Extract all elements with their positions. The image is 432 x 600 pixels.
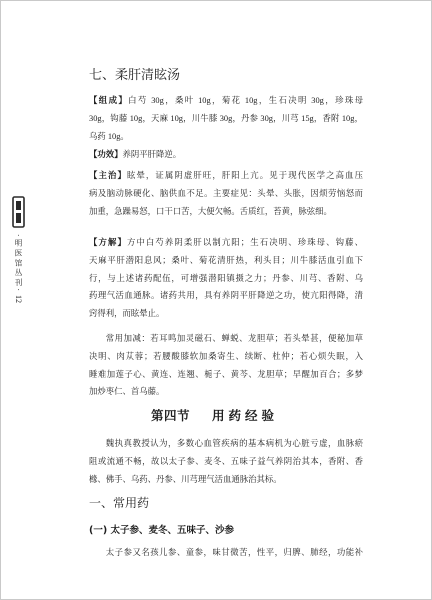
intro-line: 魏执真教授认为，多数心血管疾病的基本病机为心脏亏虚，血脉瘀: [105, 439, 363, 448]
section-heading: [151, 406, 278, 426]
composition-paragraph: [89, 92, 363, 145]
intro-paragraph: [89, 435, 363, 488]
explanation-label: 【方解】: [89, 237, 127, 247]
explanation-line: [89, 234, 363, 252]
section-number: 第四节: [151, 408, 191, 423]
modifications-line: 加炒枣仁、首乌藤。: [89, 387, 165, 397]
effect-label: 【功效】: [89, 149, 123, 159]
explanation-line: 药理气活血通脉。诸药共用，具有养阴平肝降逆之功，使亢阳得降，清: [89, 291, 363, 301]
modifications-line: 决明、肉苁蓉；若腰酸膝软加桑寄生、续断、杜仲；若心烦失眠，入: [89, 351, 363, 361]
item-paragraph: [89, 544, 363, 562]
intro-line: 阻或流通不畅，故以太子参、麦冬、五味子益气养阴治其本，香附、香: [89, 456, 363, 466]
item-line: 太子参又名孩儿参、童参，味甘微苦，性平，归脾、肺经，功能补: [105, 548, 363, 557]
explanation-text: 方中白芍养阴柔肝以制亢阳；生石决明、珍珠母、钩藤、: [126, 238, 364, 247]
effect-text: 养阴平肝降逆。: [122, 150, 182, 159]
composition-label: 【组成】: [89, 95, 129, 105]
modifications-paragraph: [89, 330, 363, 401]
section-title: 用药经验: [212, 408, 279, 423]
series-name: ·明医馆丛刊·: [14, 234, 23, 294]
explanation-paragraph: [89, 234, 363, 323]
indications-line: 加重，急躁易怒，口干口苦，大便欠畅。舌质红，苔黄，脉弦细。: [89, 206, 332, 216]
indications-text: 眩晕，证属阴虚肝旺，肝阳上亢。见于现代医学之高血压: [126, 171, 364, 180]
composition-text: 白芍 30g，桑叶 10g，菊花 10g，生石决明 30g，珍珠母: [128, 96, 364, 105]
indications-line: 病及脑动脉硬化、脑供血不足。主要症见：头晕、头胀，因烦劳恼怒而: [89, 188, 363, 198]
modifications-line: 常用加减：若耳鸣加灵磁石、蝉蜕、龙胆草；若头晕甚，便秘加草: [105, 334, 363, 343]
formula-title: 七、柔肝清眩汤: [89, 67, 181, 82]
modifications-line: 睡难加莲子心、黄连、连翘、栀子、黄芩、龙胆草；早醒加百合；多梦: [89, 369, 363, 379]
composition-line: [89, 92, 363, 110]
explanation-line: 行，与上述诸药配伍，可增强潜阳镇摄之力；丹参、川芎、香附、乌: [89, 273, 363, 283]
subheading: 一、常用药: [89, 496, 150, 510]
series-emblem-icon: [12, 196, 25, 228]
indications-label: 【主治】: [89, 170, 127, 180]
explanation-line: 天麻平肝潜阳息风；桑叶、菊花清肝热，利头目；川牛膝活血引血下: [89, 255, 363, 265]
effect-line: [89, 146, 363, 164]
intro-line: 橼、佛手、乌药、丹参、川芎理气活血通脉治其标。: [89, 474, 282, 484]
composition-line: 乌药 10g。: [89, 131, 129, 141]
indications-paragraph: [89, 167, 363, 220]
page-number: 12: [14, 295, 23, 304]
running-footer: [10, 196, 26, 303]
indications-line: [89, 167, 363, 185]
effect-paragraph: [89, 146, 363, 164]
composition-line: 30g，钩藤 10g，天麻 10g，川牛膝 30g，丹参 30g，川芎 15g，香附 10g，: [89, 113, 363, 123]
item-heading: (一) 太子参、麦冬、五味子、沙参: [89, 525, 234, 536]
explanation-line: 窍得利，而眩晕止。: [89, 309, 165, 319]
